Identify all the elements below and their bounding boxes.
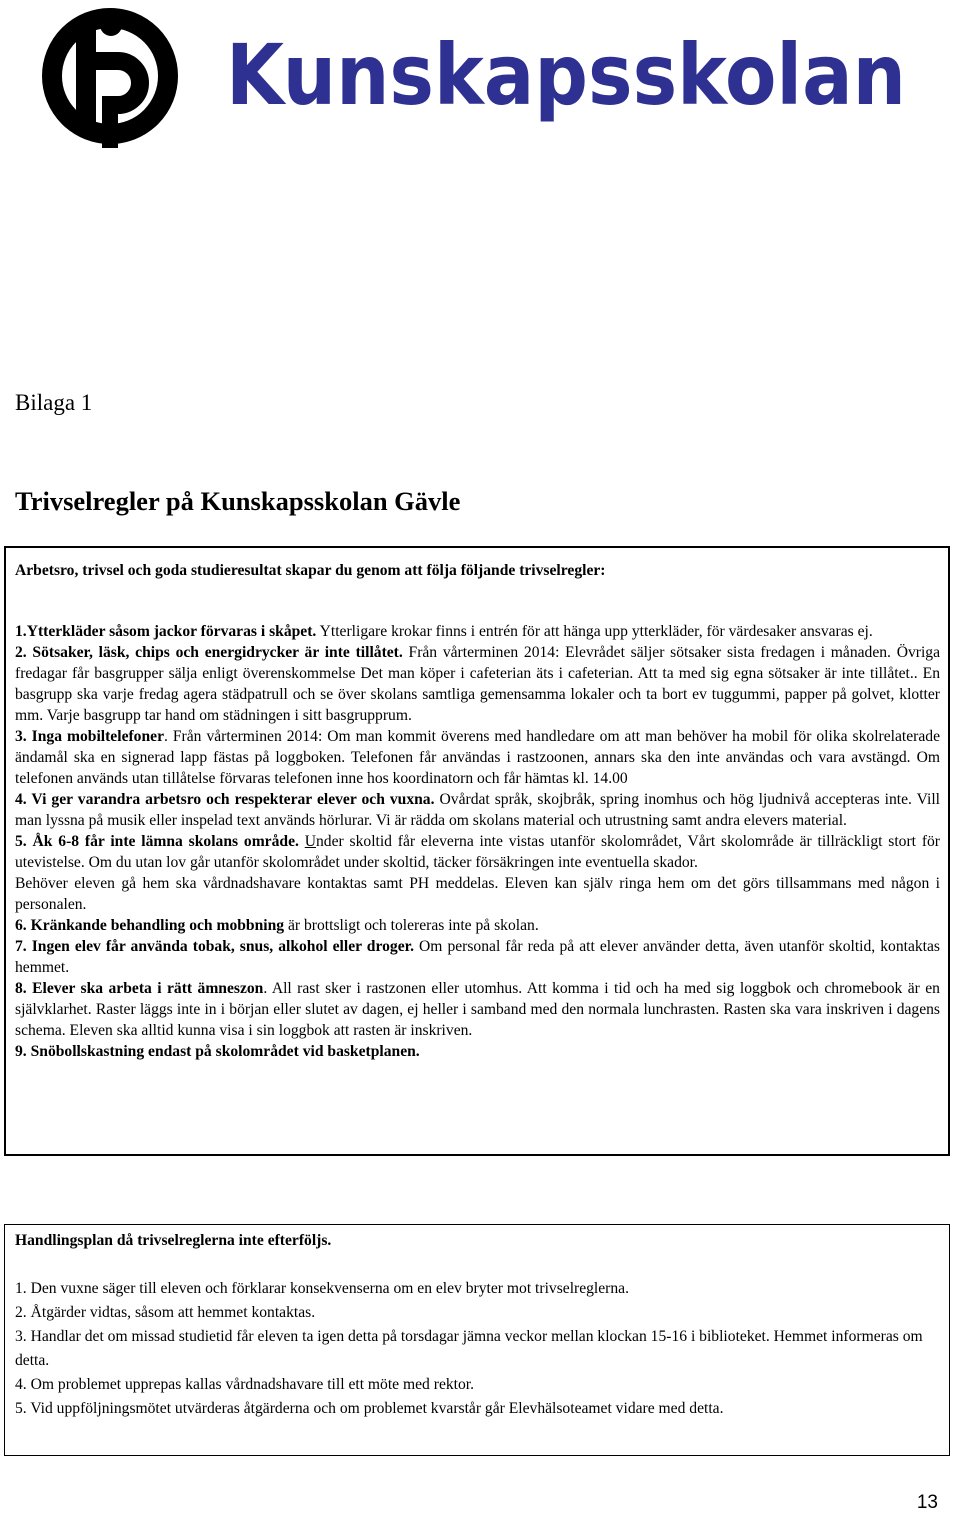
- kunskapsskolan-logo: [38, 3, 908, 148]
- action-plan-heading: Handlingsplan då trivselreglerna inte efterföljs.: [15, 1232, 332, 1249]
- action-plan-item: [15, 1325, 939, 1373]
- action-plan-item-number: 5.: [15, 1400, 27, 1417]
- rule-5-underlined: U: [304, 833, 316, 850]
- rule-7-text: Om personal får reda på att elever använder detta, även utanför skoltid, kontaktas hemmet.: [15, 938, 940, 976]
- action-plan-item-text: Handlar det om missad studietid får eleven ta igen detta på torsdagar jämna veckor mellan klockan 15-16 i biblioteket. Hemmet informeras om detta.: [15, 1328, 923, 1369]
- action-plan-item-number: 1.: [15, 1280, 27, 1297]
- annex-label: Bilaga 1: [15, 390, 93, 415]
- logo-emblem-icon: [52, 14, 168, 148]
- action-plan-box: [4, 1224, 950, 1456]
- rule-7: [15, 936, 940, 978]
- rule-1: [15, 621, 940, 642]
- rule-6-heading: 6. Kränkande behandling och mobbning: [15, 917, 285, 934]
- action-plan-item-number: 3.: [15, 1328, 27, 1345]
- rule-8-heading: 8. Elever ska arbeta i rätt ämneszon: [15, 980, 264, 997]
- rule-5-extra: Behöver eleven gå hem ska vårdnadshavare kontaktas samt PH meddelas. Eleven kan själv ringa hem om det görs tillsammans med någon i personalen.: [15, 875, 940, 913]
- rule-4: [15, 789, 940, 831]
- rule-9-heading: 9. Snöbollskastning endast på skolområdet vid basketplanen.: [15, 1043, 420, 1060]
- rules-box: [4, 546, 950, 1156]
- rule-3-text: . Från vårterminen 2014: Om man kommit överens med handledare om att man behöver ha mobil för olika skolrelaterade ändamål ska en signerad lapp fästas på loggboken. Telefonen får användas i rastzoonen, annars ska den inte användas och vara avstängd. Om telefonen används utan tillåtelse förvaras telefonen inne hos koordinatorn och får hämtas kl. 14.00: [15, 728, 940, 787]
- rule-2-heading: 2. Sötsaker, läsk, chips och energidrycker är inte tillåtet.: [15, 644, 403, 661]
- rule-4-heading: 4. Vi ger varandra arbetsro och respekterar elever och vuxna.: [15, 791, 435, 808]
- rule-8-text: . All rast sker i rastzonen eller utomhus. Att komma i tid och ha med sig loggbok och chromebook är en självklarhet. Raster läggs inte in i början eller slutet av dagen, ej heller i samband med den normala lunchrasten. Rasten ska vara inskriven i dagens schema. Eleven ska alltid kunna visa i sin loggbok att rasten är inskriven.: [15, 980, 940, 1039]
- rules-intro: Arbetsro, trivsel och goda studieresultat skapar du genom att följa följande trivselregler:: [15, 562, 606, 579]
- page-number: 13: [916, 1492, 938, 1513]
- rule-8: [15, 978, 940, 1041]
- action-plan-item-number: 4.: [15, 1376, 27, 1393]
- action-plan-item-text: Om problemet upprepas kallas vårdnadshavare till ett möte med rektor.: [26, 1376, 475, 1393]
- action-plan-item-number: 2.: [15, 1304, 27, 1321]
- action-plan-item-text: Den vuxne säger till eleven och förklarar konsekvenserna om en elev bryter mot trivselreglerna.: [26, 1280, 629, 1297]
- rule-6: [15, 915, 940, 936]
- action-plan-item: [15, 1277, 939, 1301]
- rule-4-text: Ovårdat språk, skojbråk, spring inomhus och hög ljudnivå accepteras inte. Vill man lyssna på musik eller inspelad text används hörlurar. Vi är rädda om skolans material och utrustning samt andra elevers material.: [15, 791, 940, 829]
- rule-7-heading: 7. Ingen elev får använda tobak, snus, alkohol eller droger.: [15, 938, 415, 955]
- rule-3: [15, 726, 940, 789]
- action-plan-item: [15, 1397, 939, 1421]
- logo-text: Kunskapsskolan: [226, 26, 906, 124]
- rule-5-text: nder skoltid får eleverna inte vistas utanför skolområdet, Vårt skolområde är tillräckligt stort för utevistelse. Om du utan lov går utanför skolområdet under skoltid, täcker försäkringen inte eventuella skador.: [15, 833, 941, 871]
- rule-5: [15, 831, 940, 873]
- action-plan-item-text: Åtgärder vidtas, såsom att hemmet kontaktas.: [26, 1304, 316, 1321]
- rule-2-text: Från vårterminen 2014: Elevrådet säljer sötsaker sista fredagen i månaden. Övriga fredagar får basgrupper sälja enligt överenskommelse Det man köper i cafeterian äts i cafeterian. Att ta med sig egna sötsaker är inte tillåtet.. En basgrupp ska varje fredag agera städpatrull och se över skolans samtliga gemensamma lokaler och ta bort ev tuggummi, papper på golvet, klotter mm. Varje basgrupp tar hand om städningen i sitt basgrupprum.: [15, 644, 940, 724]
- rule-9: [15, 1041, 940, 1062]
- rule-1-text: Ytterligare krokar finns i entrén för att hänga upp ytterkläder, för värdesaker ansvaras ej.: [316, 623, 873, 640]
- rule-6-text: är brottsligt och tolereras inte på skolan.: [284, 917, 539, 934]
- rule-3-heading: 3. Inga mobiltelefoner: [15, 728, 164, 745]
- action-plan-item: [15, 1373, 939, 1397]
- rule-2: [15, 642, 940, 726]
- action-plan-item-text: Vid uppföljningsmötet utvärderas åtgärderna och om problemet kvarstår går Elevhälsoteamet vidare med detta.: [26, 1400, 724, 1417]
- page-title: Trivselregler på Kunskapsskolan Gävle: [15, 486, 461, 516]
- action-plan-item: [15, 1301, 939, 1325]
- rule-1-heading: 1.Ytterkläder såsom jackor förvaras i skåpet.: [15, 623, 317, 640]
- rule-5-heading: 5. Åk 6-8 får inte lämna skolans område.: [15, 833, 299, 850]
